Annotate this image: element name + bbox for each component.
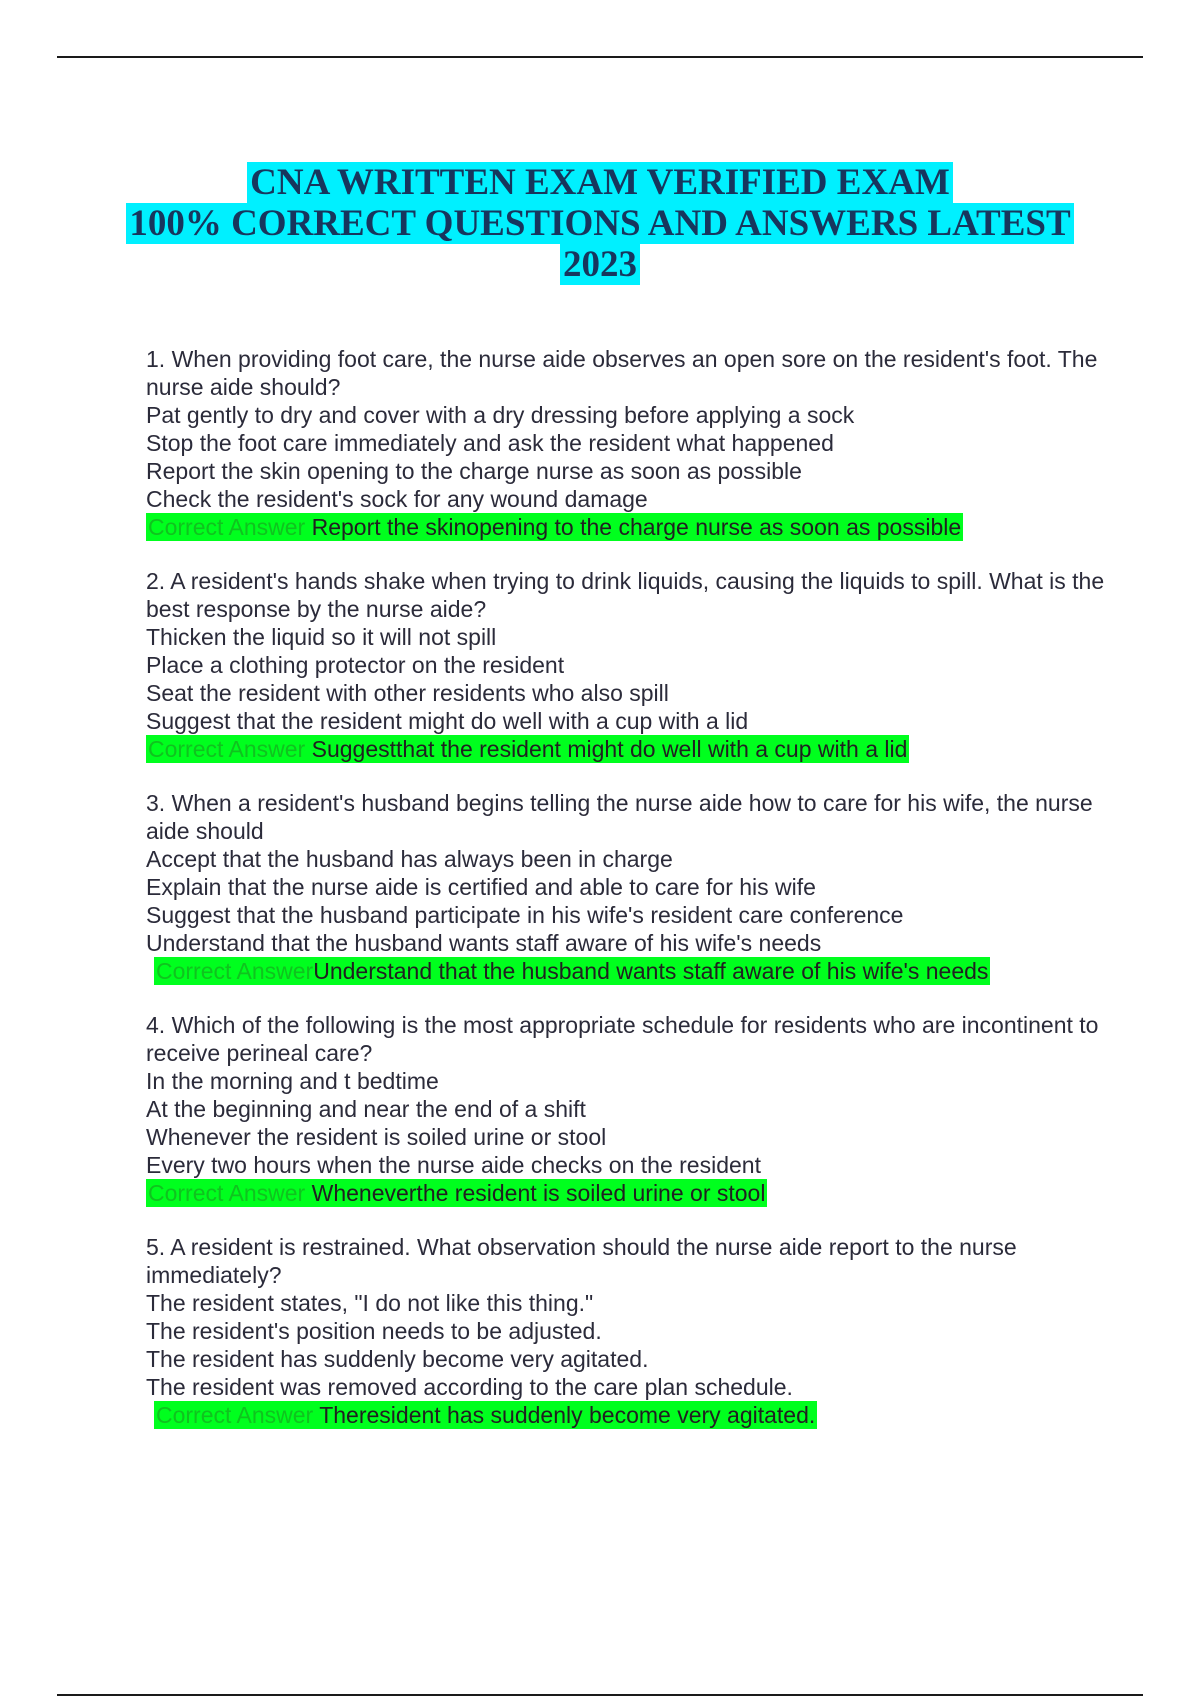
title-line-2: 100% CORRECT QUESTIONS AND ANSWERS LATEST [126,203,1073,244]
title-line-1: CNA WRITTEN EXAM VERIFIED EXAM [247,162,953,203]
correct-answer-label: Correct Answer [148,736,312,762]
top-rule [57,56,1143,58]
answer-option: Check the resident's sock for any wound damage [146,486,648,512]
answer-option: Pat gently to dry and cover with a dry dressing before applying a sock [146,402,855,428]
correct-answer-text: Understand that the husband wants staff aware of his wife's needs [313,958,989,984]
answer-option: Seat the resident with other residents who also spill [146,680,669,706]
answer-option: At the beginning and near the end of a shift [146,1096,586,1122]
correct-answer [146,513,963,541]
answer-option: The resident was removed according to the care plan schedule. [146,1374,793,1400]
question-5 [146,1233,1106,1429]
correct-answer [154,1401,817,1429]
correct-answer [154,957,990,985]
answer-option: Understand that the husband wants staff aware of his wife's needs [146,930,822,956]
answer-option: Place a clothing protector on the resident [146,652,565,678]
bottom-rule [57,1694,1143,1696]
answer-option: Stop the foot care immediately and ask the resident what happened [146,430,834,456]
answer-option: Explain that the nurse aide is certified and able to care for his wife [146,874,816,900]
answer-option: Whenever the resident is soiled urine or stool [146,1124,607,1150]
question-4 [146,1011,1106,1207]
answer-option: Suggest that the husband participate in his wife's resident care conference [146,902,904,928]
correct-answer-text: Suggestthat the resident might do well with a cup with a lid [311,736,908,762]
answer-option: The resident states, "I do not like this thing." [146,1290,594,1316]
answer-option: Suggest that the resident might do well with a cup with a lid [146,708,749,734]
answer-option: Thicken the liquid so it will not spill [146,624,497,650]
correct-answer-label: Correct Answer [156,1402,320,1428]
answer-option: Report the skin opening to the charge nurse as soon as possible [146,458,802,484]
question-stem: 1. When providing foot care, the nurse aide observes an open sore on the resident's foot. The nurse aide should? [146,346,1098,400]
title-line-3: 2023 [560,244,640,285]
correct-answer-text: Theresident has suddenly become very agitated. [319,1402,816,1428]
question-3 [146,789,1106,985]
question-stem: 2. A resident's hands shake when trying to drink liquids, causing the liquids to spill. What is the best response by the nurse aide? [146,568,1105,622]
correct-answer-label: Correct Answer [148,1180,312,1206]
question-stem: 3. When a resident's husband begins telling the nurse aide how to care for his wife, the nurse aide should [146,790,1093,844]
correct-answer-text: Wheneverthe resident is soiled urine or stool [311,1180,766,1206]
question-stem: 4. Which of the following is the most appropriate schedule for residents who are incontinent to receive perineal care? [146,1012,1099,1066]
correct-answer [146,735,909,763]
question-stem: 5. A resident is restrained. What observation should the nurse aide report to the nurse immediately? [146,1234,1017,1288]
correct-answer-label: Correct Answer [156,958,314,984]
answer-option: The resident has suddenly become very agitated. [146,1346,649,1372]
correct-answer-label: Correct Answer [148,514,312,540]
answer-option: In the morning and t bedtime [146,1068,439,1094]
document-title [100,162,1100,285]
correct-answer [146,1179,767,1207]
answer-option: Accept that the husband has always been in charge [146,846,673,872]
question-1 [146,345,1106,541]
answer-option: The resident's position needs to be adjusted. [146,1318,602,1344]
question-2 [146,567,1106,763]
correct-answer-text: Report the skinopening to the charge nurse as soon as possible [311,514,962,540]
answer-option: Every two hours when the nurse aide checks on the resident [146,1152,761,1178]
question-list [146,345,1106,1455]
